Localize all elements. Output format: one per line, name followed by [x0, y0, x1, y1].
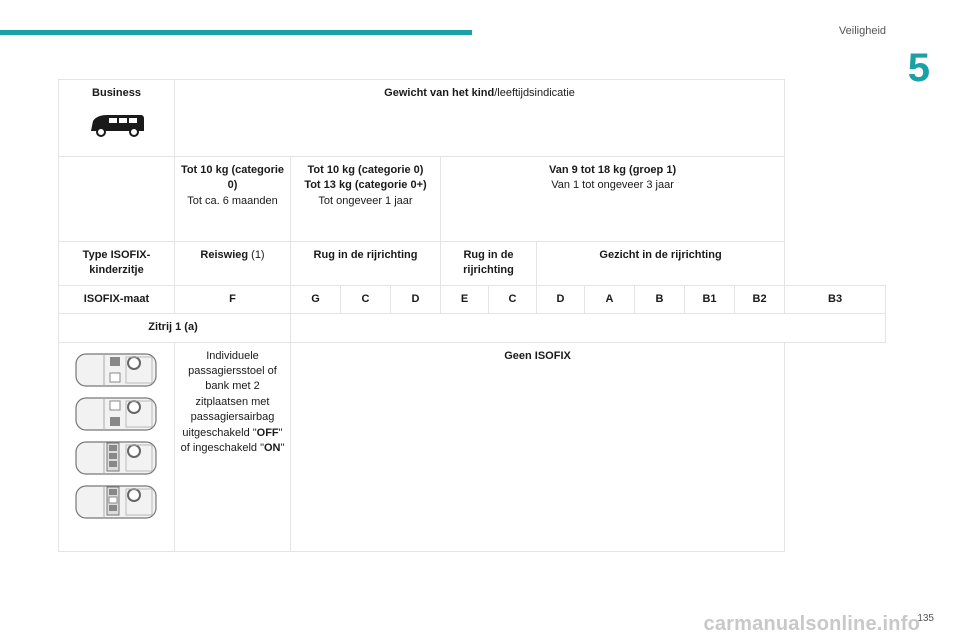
isofix-table	[58, 79, 886, 552]
size-cell: E	[441, 285, 489, 313]
size-label-cell: ISOFIX-maat	[59, 285, 175, 313]
size-cell: D	[391, 285, 441, 313]
size-cell: B3	[785, 285, 886, 313]
weight1-rest: Tot ca. 6 maanden	[187, 194, 278, 207]
weight-header-cell	[175, 80, 785, 157]
car-seat-diagram-icon	[74, 351, 160, 389]
weight2-bold-b: Tot 13 kg (categorie 0+)	[304, 179, 427, 192]
car-seat-diagram-icon	[74, 483, 160, 521]
weight-label-bold: Gewicht van het kind	[384, 87, 495, 99]
weight-label-rest: /leeftijdsindicatie	[494, 87, 575, 99]
weight-group-3	[441, 157, 785, 242]
weight2-rest: Tot ongeveer 1 jaar	[318, 194, 413, 207]
size-cell: G	[291, 285, 341, 313]
size-cell: B1	[685, 285, 735, 313]
type1-rest: (1)	[248, 249, 265, 261]
car-seat-diagram-icon	[74, 439, 160, 477]
row-label-cell: Zitrij 1 (a)	[59, 314, 291, 342]
size-cell: A	[585, 285, 635, 313]
watermark: carmanualsonline.info	[703, 613, 920, 635]
type-carrycot	[175, 242, 291, 286]
weight-group-1	[175, 157, 291, 242]
size-cell: C	[489, 285, 537, 313]
size-cell: B2	[735, 285, 785, 313]
size-cell: B	[635, 285, 685, 313]
size-cell: C	[341, 285, 391, 313]
no-isofix-label: Geen ISOFIX	[504, 349, 571, 362]
type-label: Type ISOFIX-kinderzitje	[82, 249, 151, 277]
type-forward-facing: Gezicht in de rijrichting	[537, 242, 785, 286]
business-cell	[59, 80, 175, 157]
seat-diagrams-cell	[59, 342, 175, 551]
empty-cell	[59, 157, 175, 242]
size-cell: F	[175, 285, 291, 313]
top-accent-bar	[0, 30, 472, 35]
weight3-rest: Van 1 tot ongeveer 3 jaar	[551, 179, 674, 192]
weight2-bold-a: Tot 10 kg (categorie 0)	[307, 164, 424, 176]
type1-bold: Reiswieg	[200, 249, 249, 261]
chapter-number: 5	[907, 46, 930, 90]
page-number: 135	[917, 613, 934, 624]
weight-group-2	[291, 157, 441, 242]
van-icon	[87, 111, 147, 139]
no-isofix-cell	[291, 342, 785, 551]
size-cell: D	[537, 285, 585, 313]
section-title: Veiligheid	[838, 25, 886, 37]
empty-cell	[291, 314, 886, 342]
type-rear-facing-2: Rug in de rijrichting	[441, 242, 537, 286]
weight3-bold: Van 9 tot 18 kg (groep 1)	[548, 164, 677, 176]
car-seat-diagram-icon	[74, 395, 160, 433]
weight1-bold: Tot 10 kg (categorie 0)	[180, 164, 285, 192]
type-rear-facing-1: Rug in de rijrichting	[291, 242, 441, 286]
business-label: Business	[92, 87, 141, 99]
seat-description-cell: Individuele passagiersstoel of bank met 2 zitplaatsen met passagiersairbag uitgeschakeld "OFF" of ingeschakeld "ON"	[175, 342, 291, 551]
type-label-cell	[59, 242, 175, 286]
